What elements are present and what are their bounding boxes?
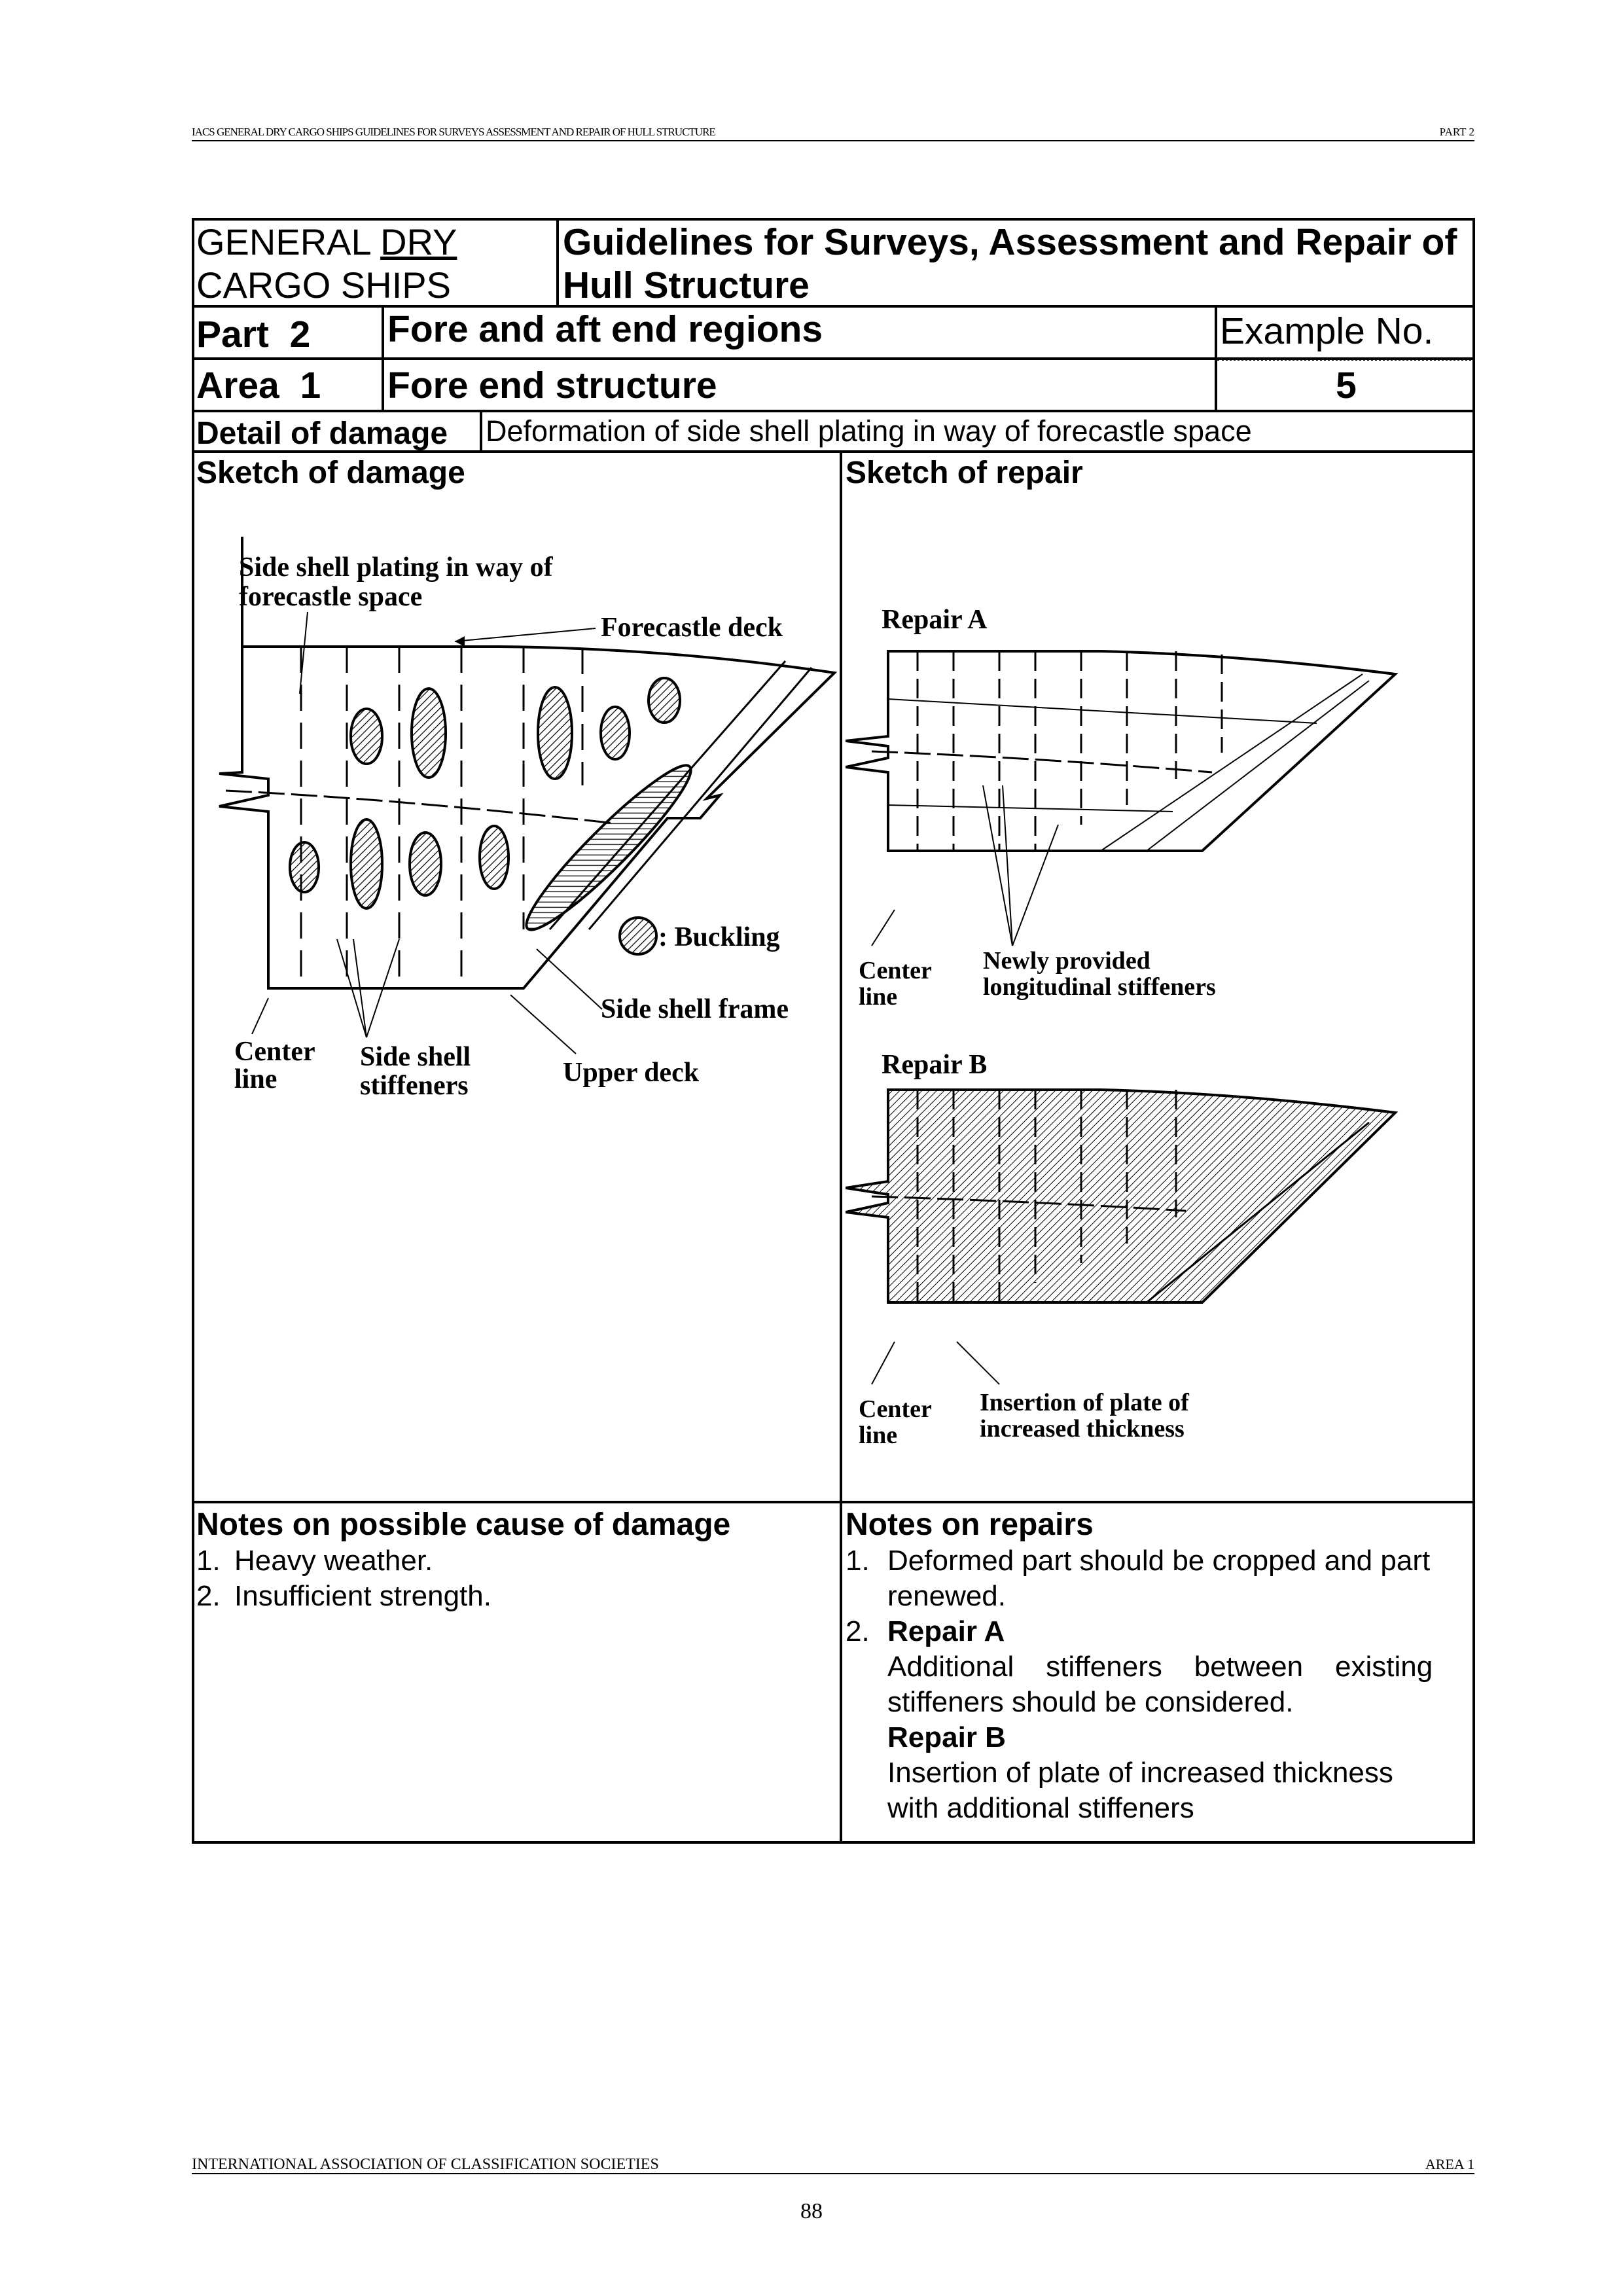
damage-sketch [196,537,838,1126]
area-label [196,364,321,407]
repair-a-label: Repair A [882,605,988,635]
label-upper-deck: Upper deck [563,1058,700,1088]
cause-item-1: 1. Heavy weather. [196,1545,433,1577]
page-footer [192,2155,1474,2174]
label-buckling: : Buckling [658,922,780,952]
cause-item-2: 2. Insufficient strength. [196,1580,491,1612]
example-label: Example No. [1220,310,1434,352]
part-label [196,313,310,356]
repair-note-2-line1: Additional stiffeners between existing [887,1651,1433,1683]
notes-cause-heading: Notes on possible cause of damage [196,1507,731,1542]
sketch-bottom-line [192,1501,1475,1503]
detail-text: Deformation of side shell plating in way of forecastle space [486,414,1252,448]
sketch-divider [840,453,842,1844]
part-label-text: Part [196,314,269,355]
detail-label: Detail of damage [196,416,448,451]
repair-note-2-subtitle: Repair B [887,1721,1006,1753]
example-number: 5 [1336,365,1357,406]
label-insertion-2: increased thickness [980,1415,1185,1443]
label-side-shell-frame: Side shell frame [601,994,789,1024]
repair-b-label: Repair B [882,1050,988,1080]
part-number: 2 [289,314,311,355]
label-center-2: line [234,1064,277,1094]
repair-center-2: line [859,983,898,1011]
label-newly-2: longitudinal stiffeners [983,973,1216,1001]
label-stiffeners-2: stiffeners [360,1071,469,1101]
repair-note-1-cont: renewed. [887,1580,1007,1612]
guidelines-title [563,221,1457,307]
ship-type [196,221,457,307]
ship-type-general: GENERAL [196,221,370,262]
area-title: Fore end structure [387,365,717,406]
label-side-shell-1: Side shell plating in way of [239,552,553,583]
title-divider [556,218,559,308]
guidelines-line2: Hull Structure [563,264,810,306]
guidelines-line1: Guidelines for Surveys, Assessment and Repair of [563,221,1457,263]
label-forecastle-deck: Forecastle deck [601,613,783,643]
footer-left-text: INTERNATIONAL ASSOCIATION OF CLASSIFICATION SOCIETIES [192,2156,659,2173]
repair-b-center-1: Center [859,1395,932,1423]
label-stiffeners-1: Side shell [360,1042,471,1072]
label-side-shell-2: forecastle space [239,582,423,612]
area-label-text: Area [196,365,279,406]
page-number: 88 [800,2199,823,2223]
detail-divider [480,412,482,453]
page-header [192,124,1474,141]
repair-b-center-2: line [859,1422,898,1449]
label-center-1: Center [234,1037,315,1067]
ship-type-cargo: CARGO SHIPS [196,264,451,306]
notes-repairs-list [846,1543,1467,1826]
repair-note-2-line4: with additional stiffeners [887,1792,1194,1824]
label-insertion-1: Insertion of plate of [980,1389,1189,1416]
header-right-text: PART 2 [1439,126,1474,138]
notes-repairs-heading: Notes on repairs [846,1507,1094,1542]
sketch-damage-heading: Sketch of damage [196,456,465,490]
area-number: 1 [300,365,321,406]
header-left-text: IACS GENERAL DRY CARGO SHIPS GUIDELINES FOR SURVEYS ASSESSMENT AND REPAIR OF HULL STRUCTURE [192,126,715,138]
sketch-repair-heading: Sketch of repair [846,456,1083,490]
repair-note-1: 1. Deformed part should be cropped and part [846,1545,1431,1577]
footer-right-text: AREA 1 [1425,2156,1474,2172]
repair-note-2: 2. Repair A [846,1615,1005,1647]
repair-sketch [846,589,1474,1492]
ship-type-dry: DRY [380,221,457,262]
repair-center-1: Center [859,957,932,984]
part-title: Fore and aft end regions [387,308,823,350]
repair-note-2-line3: Insertion of plate of increased thickness [887,1757,1393,1789]
notes-cause-list [196,1543,491,1614]
repair-note-2-line2: stiffeners should be considered. [887,1686,1294,1718]
label-newly-1: Newly provided [983,947,1150,975]
